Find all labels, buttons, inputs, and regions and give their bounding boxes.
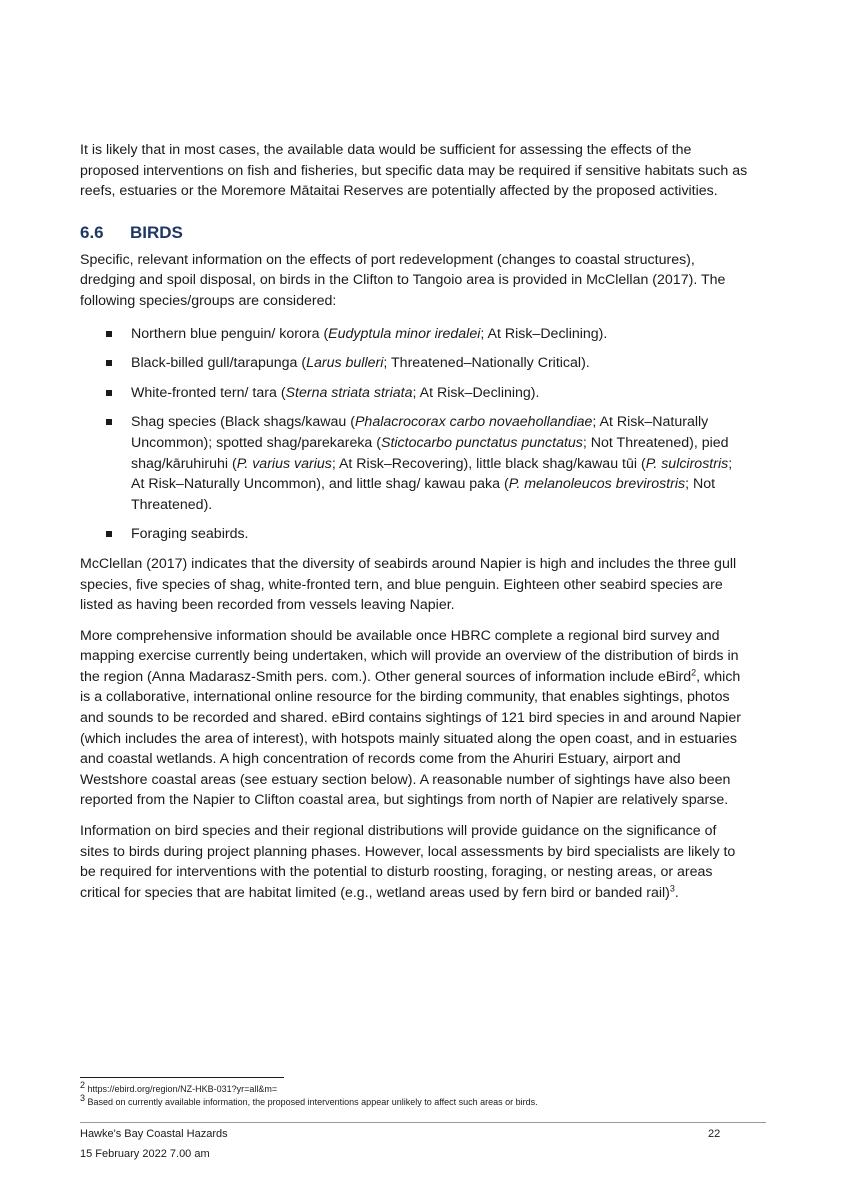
page-number: 22 <box>708 1128 721 1140</box>
section-number: 6.6 <box>80 222 104 242</box>
bullet-icon <box>106 360 112 366</box>
intro-paragraph: It is likely that in most cases, the available data would be sufficient for assessing the effects of the proposed interventions on fish and fisheries, but specific data may be required if sensitive habitats such as reefs, estuaries or the Moremore Mātaitai Reserves are potentially affected by the proposed activities. <box>80 142 748 200</box>
body-paragraph: McClellan (2017) indicates that the diversity of seabirds around Napier is high and includes the three gull species, five species of shag, white-fronted tern, and blue penguin. Eighteen other seabird species are listed as having been recorded from vessels leaving Napier. <box>80 555 737 614</box>
bullet-icon <box>106 331 112 337</box>
list-item: Northern blue penguin/ korora (Eudyptula minor iredalei; At Risk–Declining). <box>80 324 748 345</box>
bullet-icon <box>106 419 112 425</box>
footnote: $^3$ Based on currently available information, the proposed interventions appear unlikely to affect such areas or birds. <box>80 1093 538 1107</box>
list-item: White-fronted tern/ tara (Sterna striata striata; At Risk–Declining). <box>80 383 748 404</box>
footnote-divider <box>80 1077 284 1078</box>
species-list <box>80 324 748 545</box>
body-paragraph: More comprehensive information should be available once HBRC complete a regional bird survey and mapping exercise currently being undertaken, which will provide an overview of the distribution of birds in the region (Anna Madarasz-Smith pers. com.). Other general sources of information include eBird$^2$, which is a collaborative, international online resource for the birding community, that enables sightings, photos and sounds to be recorded and shared. eBird contains sightings of 121 bird species in and around Napier (which includes the area of interest), with hotspots mainly situated along the open coast, and in estuaries and coastal wetlands. A high concentration of records come from the Ahuriri Estuary, airport and Westshore coastal areas (see estuary section below). A reasonable number of sightings have also been reported from the Napier to Clifton coastal area, but sightings from north of Napier are relatively sparse. <box>80 627 741 809</box>
footnotes <box>80 1080 760 1109</box>
body-paragraph: Information on bird species and their regional distributions will provide guidance on the significance of sites to birds during project planning phases. However, local assessments by bird specialists are likely to be required for interventions with the potential to disturb roosting, foraging, or nesting areas, or areas critical for species that are habitat limited (e.g., wetland areas used by fern bird or banded rail)$^3$. <box>80 823 736 901</box>
footer-title: Hawke's Bay Coastal Hazards <box>80 1128 228 1140</box>
document-body <box>80 140 748 913</box>
footnote-ref[interactable]: 3 <box>669 883 675 894</box>
list-item: Shag species (Black shags/kawau (Phalacrocorax carbo novaehollandiae; At Risk–Naturally Uncommon); spotted shag/parekareka (Stictocarbo punctatus punctatus; Not Threatened), pied shag/kāruhiruhi (P. varius varius; At Risk–Recovering), little black shag/kawau tūi (P. sulcirostris; At Risk–Naturally Uncommon), and little shag/ kawau paka (P. melanoleucos brevirostris; Not Threatened). <box>80 412 748 515</box>
section-lead-paragraph: Specific, relevant information on the effects of port redevelopment (changes to coastal structures), dredging and spoil disposal, on birds in the Clifton to Tangoio area is provided in McClellan (2017). The following species/groups are considered: <box>80 251 726 309</box>
footer-date: 15 February 2022 7.00 am <box>80 1148 210 1160</box>
list-item: Black-billed gull/tarapunga (Larus bulleri; Threatened–Nationally Critical). <box>80 353 748 374</box>
footnote: $^2$ https://ebird.org/region/NZ-HKB-031?yr=all&m= <box>80 1080 278 1094</box>
list-item: Foraging seabirds. <box>80 524 748 545</box>
footer-divider <box>80 1122 766 1123</box>
section-heading <box>80 222 748 244</box>
section-title: BIRDS <box>130 222 183 242</box>
bullet-icon <box>106 390 112 396</box>
bullet-icon <box>106 531 112 537</box>
footnote-ref[interactable]: 2 <box>691 667 697 678</box>
